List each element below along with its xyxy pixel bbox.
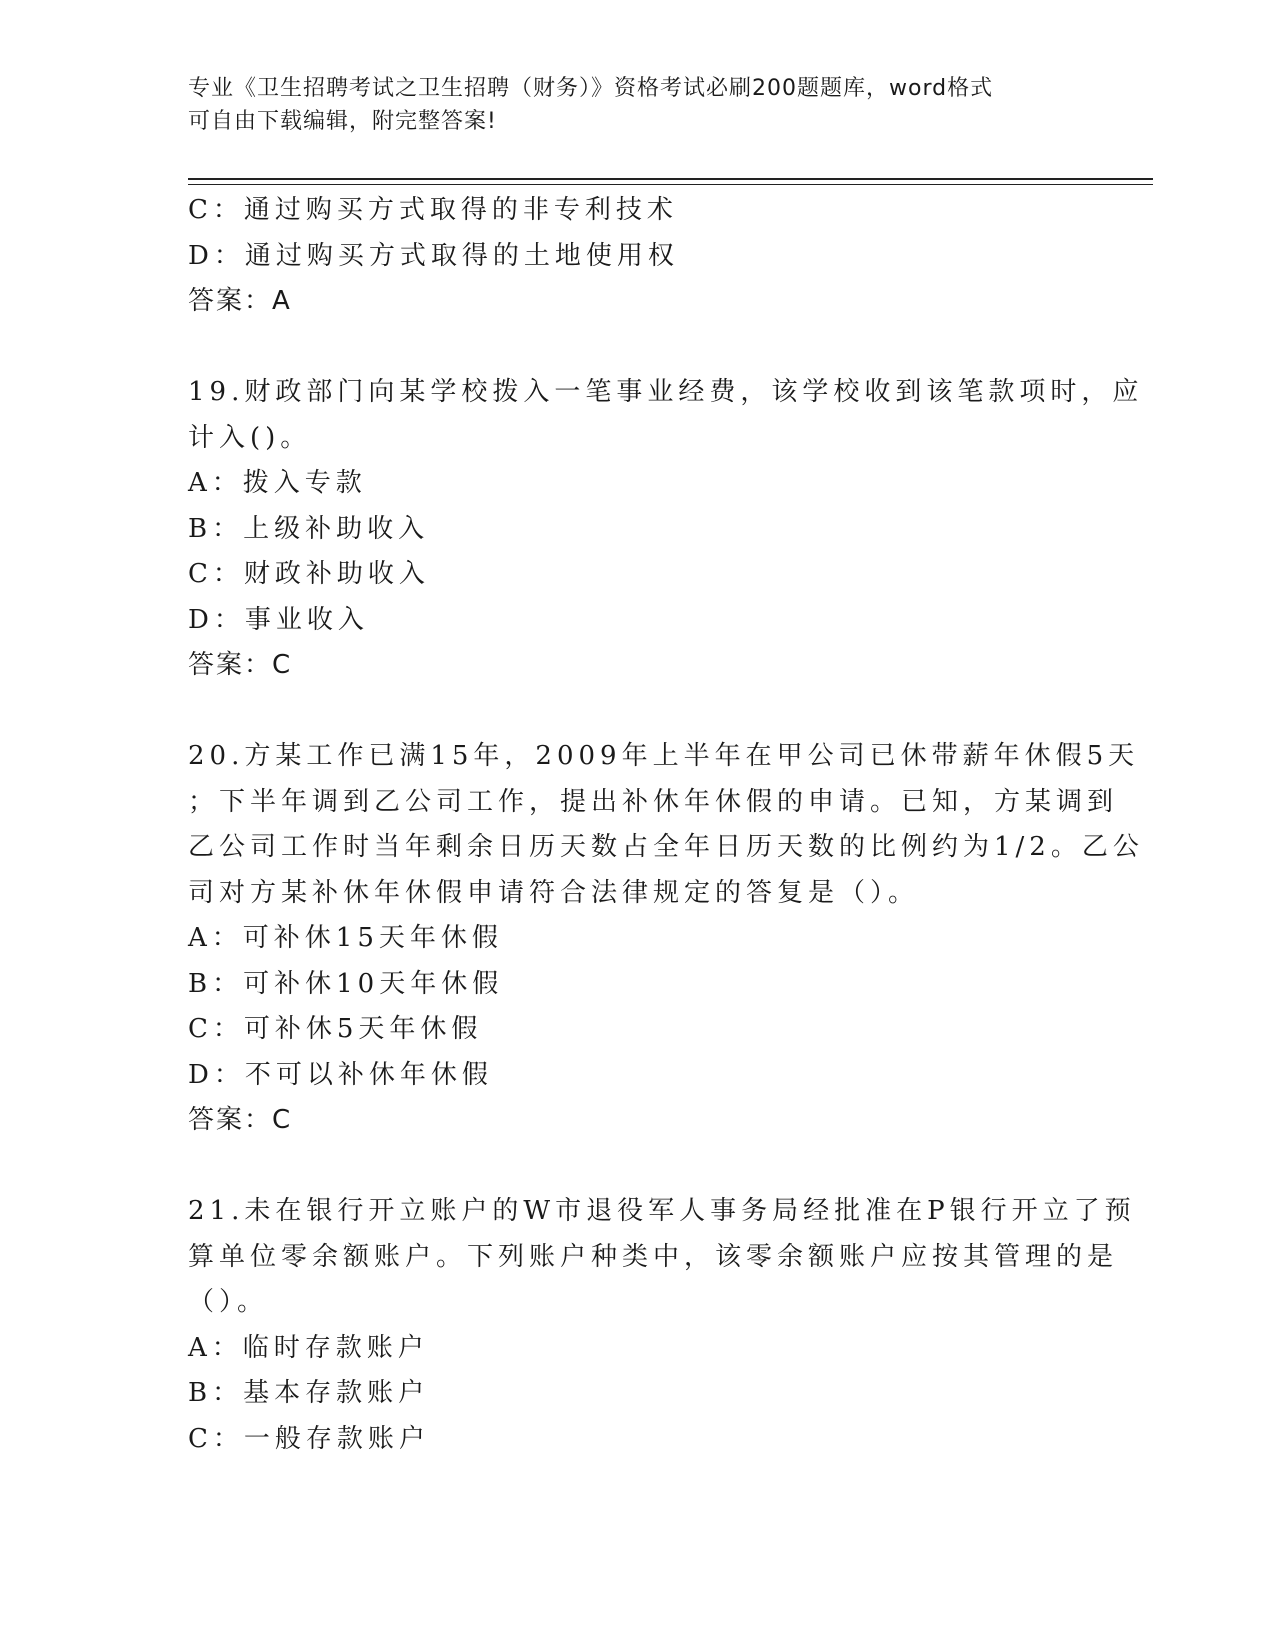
spacer (188, 325, 1088, 371)
question-19-stem-line-1: 19.财政部门向某学校拨入一笔事业经费，该学校收到该笔款项时，应 (188, 377, 1144, 407)
question-20-stem-line-1: 20.方某工作已满15年，2009年上半年在甲公司已休带薪年休假5天 (188, 741, 1140, 771)
question-21-stem-line-1: 21.未在银行开立账户的W市退役军人事务局经批准在P银行开立了预 (188, 1196, 1136, 1226)
question-20-option-b: B：可补休10天年休假 (188, 968, 504, 999)
question-20-option-d: D：不可以补休年休假 (188, 1059, 493, 1090)
question-19-stem-line-2: 计入()。 (188, 422, 312, 453)
question-20-option-c: C：可补休5天年休假 (188, 1014, 483, 1044)
question-18-option-c: C：通过购买方式取得的非专利技术 (188, 195, 678, 225)
header-rule-thick (188, 178, 1153, 180)
question-19-option-d: D：事业收入 (188, 604, 369, 635)
question-content (188, 188, 1144, 1462)
spacer (188, 1144, 1088, 1190)
question-19-answer: 答案：C (188, 650, 293, 680)
header-line-2: 可自由下载编辑，附完整答案! (188, 109, 497, 134)
question-19-option-b: B：上级补助收入 (188, 513, 430, 544)
question-20-block (188, 734, 1144, 1144)
document-header (188, 72, 1088, 138)
spacer (188, 689, 1088, 735)
question-20-stem-line-2: ；下半年调到乙公司工作，提出补休年休假的申请。已知，方某调到 (188, 786, 1119, 817)
question-20-stem-line-3: 乙公司工作时当年剩余日历天数占全年日历天数的比例约为1/2。乙公 (188, 832, 1144, 862)
question-21-block (188, 1189, 1136, 1462)
question-19-option-a: A：拨入专款 (188, 468, 367, 498)
question-20-option-a: A：可补休15天年休假 (188, 923, 503, 953)
question-19-block (188, 370, 1144, 689)
question-18-block (188, 188, 1088, 325)
question-18-answer: 答案：A (188, 286, 292, 316)
question-19-option-c: C：财政补助收入 (188, 559, 430, 589)
header-rule-thin (188, 184, 1153, 185)
question-21-option-a: A：临时存款账户 (188, 1332, 429, 1363)
question-18-option-d: D：通过购买方式取得的土地使用权 (188, 240, 679, 271)
question-21-option-c: C：一般存款账户 (188, 1423, 430, 1454)
question-20-stem-line-4: 司对方某补休年休假申请符合法律规定的答复是（）。 (188, 877, 920, 908)
question-21-stem-line-2: 算单位零余额账户。下列账户种类中，该零余额账户应按其管理的是 (188, 1241, 1119, 1272)
header-line-1: 专业《卫生招聘考试之卫生招聘（财务）》资格考试必刷200题题库，word格式 (188, 76, 994, 101)
question-21-stem-line-3: （）。 (188, 1287, 269, 1317)
question-21-option-b: B：基本存款账户 (188, 1378, 430, 1408)
question-20-answer: 答案：C (188, 1105, 293, 1135)
